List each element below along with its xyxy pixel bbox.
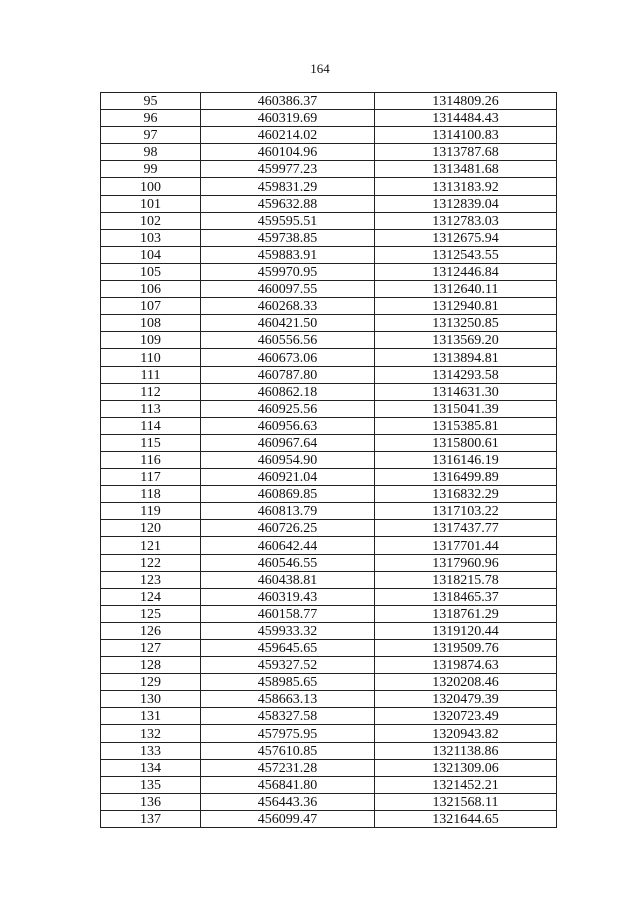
y-coordinate-cell: 1314631.30 — [375, 383, 557, 400]
table-row — [101, 161, 557, 178]
y-coordinate-cell: 1312543.55 — [375, 246, 557, 263]
y-coordinate-cell: 1321138.86 — [375, 742, 557, 759]
point-number-cell: 134 — [101, 759, 201, 776]
point-number-cell: 112 — [101, 383, 201, 400]
table-row — [101, 725, 557, 742]
table-row — [101, 127, 557, 144]
y-coordinate-cell: 1313250.85 — [375, 315, 557, 332]
table-row — [101, 640, 557, 657]
y-coordinate-cell: 1321568.11 — [375, 793, 557, 810]
table-row — [101, 229, 557, 246]
y-coordinate-cell: 1319874.63 — [375, 657, 557, 674]
coordinates-table-body — [101, 93, 557, 828]
y-coordinate-cell: 1318215.78 — [375, 571, 557, 588]
table-row — [101, 691, 557, 708]
y-coordinate-cell: 1321644.65 — [375, 810, 557, 827]
y-coordinate-cell: 1320479.39 — [375, 691, 557, 708]
x-coordinate-cell: 460386.37 — [201, 93, 375, 110]
x-coordinate-cell: 459595.51 — [201, 212, 375, 229]
table-row — [101, 178, 557, 195]
x-coordinate-cell: 459970.95 — [201, 263, 375, 280]
point-number-cell: 102 — [101, 212, 201, 229]
point-number-cell: 129 — [101, 674, 201, 691]
x-coordinate-cell: 460956.63 — [201, 417, 375, 434]
point-number-cell: 135 — [101, 776, 201, 793]
point-number-cell: 96 — [101, 110, 201, 127]
point-number-cell: 98 — [101, 144, 201, 161]
point-number-cell: 101 — [101, 195, 201, 212]
x-coordinate-cell: 460319.69 — [201, 110, 375, 127]
point-number-cell: 118 — [101, 486, 201, 503]
x-coordinate-cell: 459738.85 — [201, 229, 375, 246]
x-coordinate-cell: 459977.23 — [201, 161, 375, 178]
x-coordinate-cell: 459831.29 — [201, 178, 375, 195]
table-row — [101, 434, 557, 451]
y-coordinate-cell: 1313481.68 — [375, 161, 557, 178]
point-number-cell: 122 — [101, 554, 201, 571]
x-coordinate-cell: 459933.32 — [201, 622, 375, 639]
point-number-cell: 128 — [101, 657, 201, 674]
y-coordinate-cell: 1317103.22 — [375, 503, 557, 520]
y-coordinate-cell: 1320723.49 — [375, 708, 557, 725]
point-number-cell: 103 — [101, 229, 201, 246]
x-coordinate-cell: 459327.52 — [201, 657, 375, 674]
y-coordinate-cell: 1312675.94 — [375, 229, 557, 246]
point-number-cell: 113 — [101, 400, 201, 417]
point-number-cell: 104 — [101, 246, 201, 263]
x-coordinate-cell: 460546.55 — [201, 554, 375, 571]
x-coordinate-cell: 459883.91 — [201, 246, 375, 263]
table-row — [101, 263, 557, 280]
point-number-cell: 107 — [101, 298, 201, 315]
point-number-cell: 136 — [101, 793, 201, 810]
y-coordinate-cell: 1315041.39 — [375, 400, 557, 417]
x-coordinate-cell: 458327.58 — [201, 708, 375, 725]
point-number-cell: 116 — [101, 451, 201, 468]
x-coordinate-cell: 460158.77 — [201, 605, 375, 622]
point-number-cell: 115 — [101, 434, 201, 451]
table-row — [101, 503, 557, 520]
x-coordinate-cell: 459645.65 — [201, 640, 375, 657]
point-number-cell: 106 — [101, 281, 201, 298]
point-number-cell: 121 — [101, 537, 201, 554]
table-row — [101, 742, 557, 759]
y-coordinate-cell: 1314809.26 — [375, 93, 557, 110]
x-coordinate-cell: 460921.04 — [201, 469, 375, 486]
table-row — [101, 451, 557, 468]
table-row — [101, 281, 557, 298]
table-row — [101, 315, 557, 332]
x-coordinate-cell: 460642.44 — [201, 537, 375, 554]
table-row — [101, 588, 557, 605]
x-coordinate-cell: 457975.95 — [201, 725, 375, 742]
point-number-cell: 99 — [101, 161, 201, 178]
table-row — [101, 708, 557, 725]
table-row — [101, 212, 557, 229]
y-coordinate-cell: 1317701.44 — [375, 537, 557, 554]
y-coordinate-cell: 1319509.76 — [375, 640, 557, 657]
x-coordinate-cell: 460673.06 — [201, 349, 375, 366]
point-number-cell: 109 — [101, 332, 201, 349]
y-coordinate-cell: 1313894.81 — [375, 349, 557, 366]
x-coordinate-cell: 456841.80 — [201, 776, 375, 793]
y-coordinate-cell: 1320943.82 — [375, 725, 557, 742]
y-coordinate-cell: 1314100.83 — [375, 127, 557, 144]
y-coordinate-cell: 1316499.89 — [375, 469, 557, 486]
point-number-cell: 111 — [101, 366, 201, 383]
x-coordinate-cell: 456099.47 — [201, 810, 375, 827]
y-coordinate-cell: 1313787.68 — [375, 144, 557, 161]
x-coordinate-cell: 458985.65 — [201, 674, 375, 691]
y-coordinate-cell: 1318465.37 — [375, 588, 557, 605]
point-number-cell: 125 — [101, 605, 201, 622]
y-coordinate-cell: 1317437.77 — [375, 520, 557, 537]
x-coordinate-cell: 460726.25 — [201, 520, 375, 537]
table-row — [101, 246, 557, 263]
y-coordinate-cell: 1320208.46 — [375, 674, 557, 691]
point-number-cell: 119 — [101, 503, 201, 520]
point-number-cell: 108 — [101, 315, 201, 332]
y-coordinate-cell: 1312783.03 — [375, 212, 557, 229]
point-number-cell: 95 — [101, 93, 201, 110]
table-row — [101, 486, 557, 503]
y-coordinate-cell: 1321452.21 — [375, 776, 557, 793]
x-coordinate-cell: 460862.18 — [201, 383, 375, 400]
x-coordinate-cell: 460954.90 — [201, 451, 375, 468]
table-row — [101, 759, 557, 776]
x-coordinate-cell: 460787.80 — [201, 366, 375, 383]
x-coordinate-cell: 457610.85 — [201, 742, 375, 759]
point-number-cell: 105 — [101, 263, 201, 280]
y-coordinate-cell: 1312640.11 — [375, 281, 557, 298]
y-coordinate-cell: 1314484.43 — [375, 110, 557, 127]
point-number-cell: 132 — [101, 725, 201, 742]
y-coordinate-cell: 1315385.81 — [375, 417, 557, 434]
y-coordinate-cell: 1315800.61 — [375, 434, 557, 451]
table-row — [101, 571, 557, 588]
table-row — [101, 110, 557, 127]
point-number-cell: 100 — [101, 178, 201, 195]
point-number-cell: 137 — [101, 810, 201, 827]
point-number-cell: 114 — [101, 417, 201, 434]
y-coordinate-cell: 1313569.20 — [375, 332, 557, 349]
y-coordinate-cell: 1312446.84 — [375, 263, 557, 280]
table-row — [101, 810, 557, 827]
table-row — [101, 144, 557, 161]
table-row — [101, 349, 557, 366]
table-row — [101, 622, 557, 639]
point-number-cell: 127 — [101, 640, 201, 657]
y-coordinate-cell: 1317960.96 — [375, 554, 557, 571]
x-coordinate-cell: 460268.33 — [201, 298, 375, 315]
table-row — [101, 520, 557, 537]
y-coordinate-cell: 1314293.58 — [375, 366, 557, 383]
point-number-cell: 126 — [101, 622, 201, 639]
x-coordinate-cell: 460556.56 — [201, 332, 375, 349]
table-row — [101, 537, 557, 554]
x-coordinate-cell: 459632.88 — [201, 195, 375, 212]
point-number-cell: 130 — [101, 691, 201, 708]
table-row — [101, 366, 557, 383]
point-number-cell: 97 — [101, 127, 201, 144]
y-coordinate-cell: 1312839.04 — [375, 195, 557, 212]
table-row — [101, 605, 557, 622]
point-number-cell: 117 — [101, 469, 201, 486]
x-coordinate-cell: 460319.43 — [201, 588, 375, 605]
table-row — [101, 383, 557, 400]
page-number: 164 — [310, 61, 330, 76]
table-row — [101, 93, 557, 110]
y-coordinate-cell: 1316832.29 — [375, 486, 557, 503]
point-number-cell: 120 — [101, 520, 201, 537]
x-coordinate-cell: 456443.36 — [201, 793, 375, 810]
table-row — [101, 400, 557, 417]
point-number-cell: 133 — [101, 742, 201, 759]
table-row — [101, 469, 557, 486]
table-row — [101, 417, 557, 434]
y-coordinate-cell: 1318761.29 — [375, 605, 557, 622]
table-row — [101, 298, 557, 315]
coordinates-table — [100, 92, 557, 828]
y-coordinate-cell: 1313183.92 — [375, 178, 557, 195]
x-coordinate-cell: 460438.81 — [201, 571, 375, 588]
point-number-cell: 123 — [101, 571, 201, 588]
x-coordinate-cell: 460421.50 — [201, 315, 375, 332]
y-coordinate-cell: 1312940.81 — [375, 298, 557, 315]
x-coordinate-cell: 457231.28 — [201, 759, 375, 776]
x-coordinate-cell: 460813.79 — [201, 503, 375, 520]
x-coordinate-cell: 460104.96 — [201, 144, 375, 161]
table-row — [101, 776, 557, 793]
y-coordinate-cell: 1321309.06 — [375, 759, 557, 776]
point-number-cell: 124 — [101, 588, 201, 605]
table-row — [101, 674, 557, 691]
table-row — [101, 793, 557, 810]
point-number-cell: 131 — [101, 708, 201, 725]
table-row — [101, 657, 557, 674]
table-row — [101, 554, 557, 571]
x-coordinate-cell: 460869.85 — [201, 486, 375, 503]
table-row — [101, 332, 557, 349]
table-row — [101, 195, 557, 212]
x-coordinate-cell: 460214.02 — [201, 127, 375, 144]
x-coordinate-cell: 460097.55 — [201, 281, 375, 298]
x-coordinate-cell: 458663.13 — [201, 691, 375, 708]
point-number-cell: 110 — [101, 349, 201, 366]
y-coordinate-cell: 1319120.44 — [375, 622, 557, 639]
x-coordinate-cell: 460925.56 — [201, 400, 375, 417]
x-coordinate-cell: 460967.64 — [201, 434, 375, 451]
y-coordinate-cell: 1316146.19 — [375, 451, 557, 468]
